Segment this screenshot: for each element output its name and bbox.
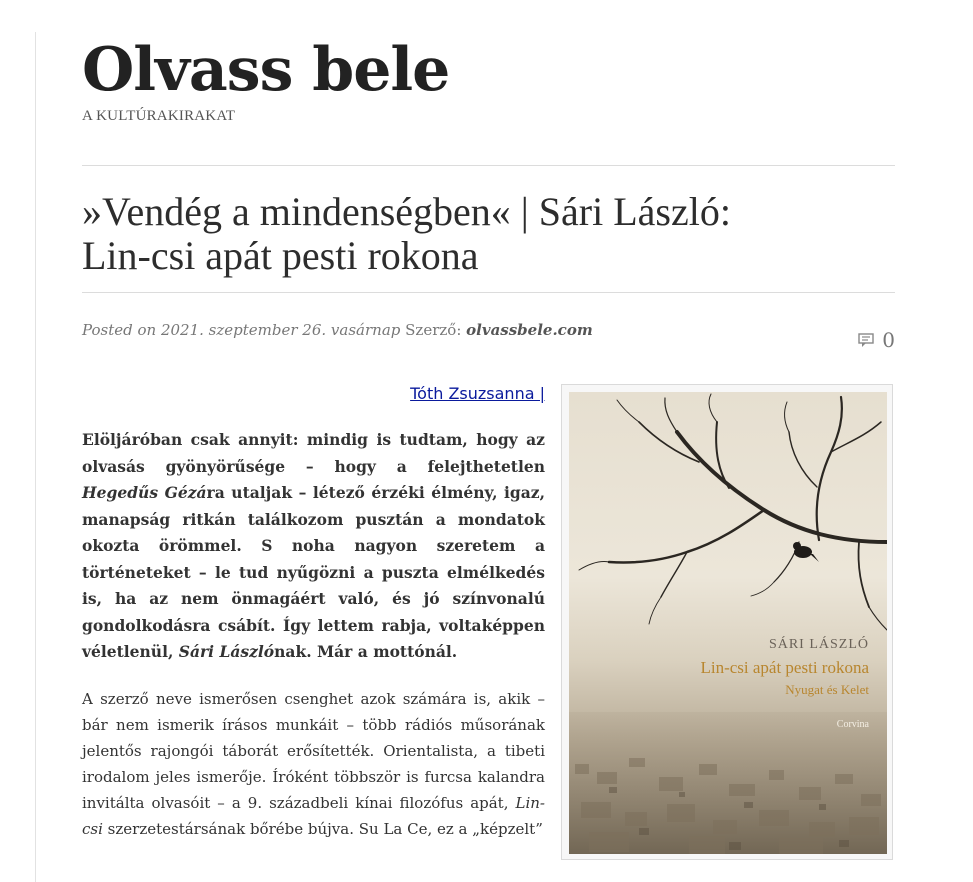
body-text-2: szerzetestársának bőrébe bújva. Su La Ce, ez a „képzelt” (102, 819, 543, 838)
comment-count: 0 (882, 328, 895, 352)
post-text-column (82, 384, 545, 842)
lead-text-3: nak. Már a mottónál. (274, 642, 458, 661)
comment-icon (858, 333, 874, 348)
post-meta-line (82, 321, 593, 339)
byline (82, 384, 545, 403)
post-title[interactable] (82, 190, 895, 292)
post-meta (82, 293, 895, 375)
author-label: Szerző: (405, 321, 462, 339)
page-wrapper (82, 0, 895, 842)
lead-text-2: ra utaljak – létező érzéki élmény, igaz, manapság ritkán találkozom pusztán a mondatok okozta örömmel. S noha nagyon szeretem a történeteket – le tud nyűgözni a puszta elmélkedés is, ha az nem önmagáért való, és jó színvonalú gondolkodásra csábít. Így lettem rabja, voltaképpen véletlenül, (82, 483, 545, 661)
post-title-line-2: Lin-csi apát pesti rokona (82, 233, 479, 278)
byline-link[interactable]: Tóth Zsuzsanna | (410, 384, 545, 403)
cover-illustration (569, 392, 887, 854)
lead-emphasis-2: Sári László (178, 642, 275, 661)
body-emphasis-1: Lin-csi (82, 793, 545, 838)
cover-series: Nyugat és Kelet (785, 682, 869, 697)
book-cover-image (569, 392, 887, 854)
site-header (82, 0, 895, 125)
body-paragraph (82, 686, 545, 842)
post-title-line-1: »Vendég a mindenségben« | Sári László: (82, 189, 731, 234)
lead-emphasis-1: Hegedűs Gézá (82, 483, 207, 502)
posted-on-label: Posted on (82, 321, 157, 339)
lead-text-1: Elöljáróban csak annyit: mindig is tudtam, hogy az olvasás gyönyörűsége – hogy a felejthetetlen (82, 430, 545, 476)
site-description: A KULTÚRAKIRAKAT (82, 108, 236, 124)
site-title[interactable]: Olvass bele (82, 35, 450, 105)
post-author[interactable]: olvassbele.com (466, 321, 593, 339)
comments-link[interactable] (858, 328, 895, 352)
cover-title: Lin-csi apát pesti rokona (700, 658, 869, 677)
post-date[interactable]: 2021. szeptember 26. vasárnap (160, 321, 401, 339)
left-border-line (35, 32, 36, 882)
cover-author: SÁRI LÁSZLÓ (768, 637, 869, 652)
header-divider (82, 165, 895, 166)
post-content (82, 384, 895, 842)
book-cover-frame[interactable] (561, 384, 893, 860)
lead-paragraph (82, 427, 545, 666)
body-text-1: A szerző neve ismerősen csenghet azok számára is, akik – bár nem ismerik írásos munkáit – több rádiós műsorának jelentős rajongói táborát erősítették. Orientalista, a tibeti irodalom jeles ismerője. Íróként többször is furcsa kalandra invitálta olvasóit – a 9. századbeli kínai filozófus apát, (82, 689, 545, 812)
cover-publisher: Corvina (836, 719, 869, 730)
